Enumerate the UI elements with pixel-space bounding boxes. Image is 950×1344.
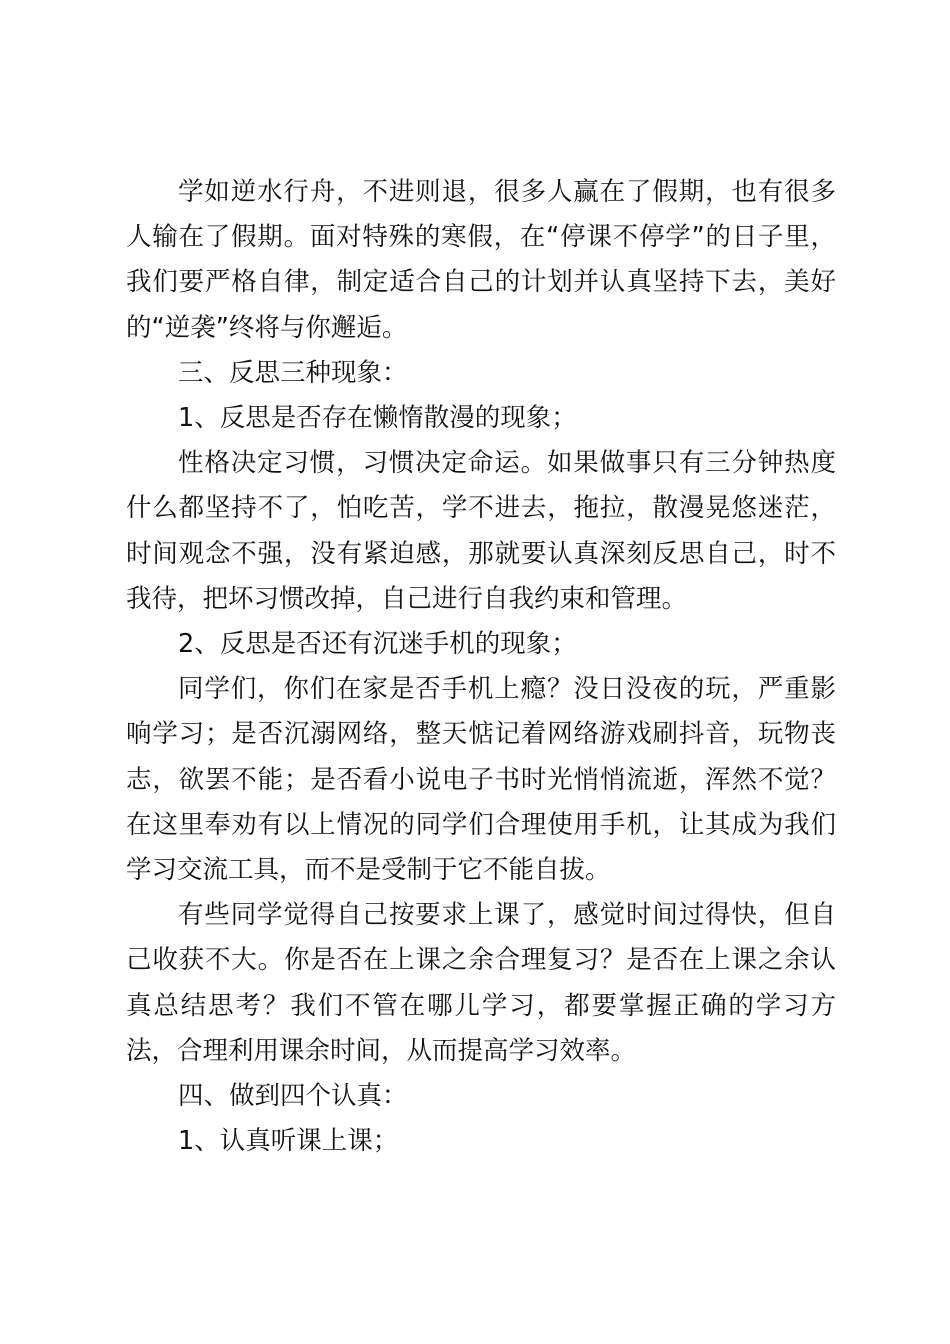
subheading-phone: 2、反思是否还有沉迷手机的现象； <box>178 629 577 660</box>
paragraph-review: 有些同学觉得自己按要求上课了，感觉时间过得快，但自己收获不大。你是否在上课之余合理复习？是否在上课之余认真总结思考？我们不管在哪儿学习，都要掌握正确的学习方法，合理利用课余时间，从而提高学习效率。 <box>126 900 836 1066</box>
paragraph-laziness: 性格决定习惯，习惯决定命运。如果做事只有三分钟热度什么都坚持不了，怕吃苦，学不进去，拖拉，散漫晃悠迷茫，时间观念不强，没有紧迫感，那就要认真深刻反思自己，时不我待，把坏习惯改掉，自己进行自我约束和管理。 <box>126 448 836 614</box>
subheading-listen: 1、认真听课上课； <box>178 1126 399 1157</box>
paragraph-intro: 学如逆水行舟，不进则退，很多人赢在了假期，也有很多人输在了假期。面对特殊的寒假，在“停课不停学”的日子里，我们要严格自律，制定适合自己的计划并认真坚持下去，美好的“逆袭”终将与你邂逅。 <box>126 177 836 343</box>
section-heading-reflect: 三、反思三种现象： <box>178 357 408 388</box>
subheading-laziness: 1、反思是否存在懒惰散漫的现象； <box>178 403 577 434</box>
paragraph-phone: 同学们，你们在家是否手机上瘾？没日没夜的玩，严重影响学习；是否沉溺网络，整天惦记着网络游戏刷抖音，玩物丧志，欲罢不能；是否看小说电子书时光悄悄流逝，浑然不觉？在这里奉劝有以上情况的同学们合理使用手机，让其成为我们学习交流工具，而不是受制于它不能自拔。 <box>126 674 836 886</box>
section-heading-four: 四、做到四个认真： <box>178 1081 408 1112</box>
document-body <box>126 170 836 1164</box>
